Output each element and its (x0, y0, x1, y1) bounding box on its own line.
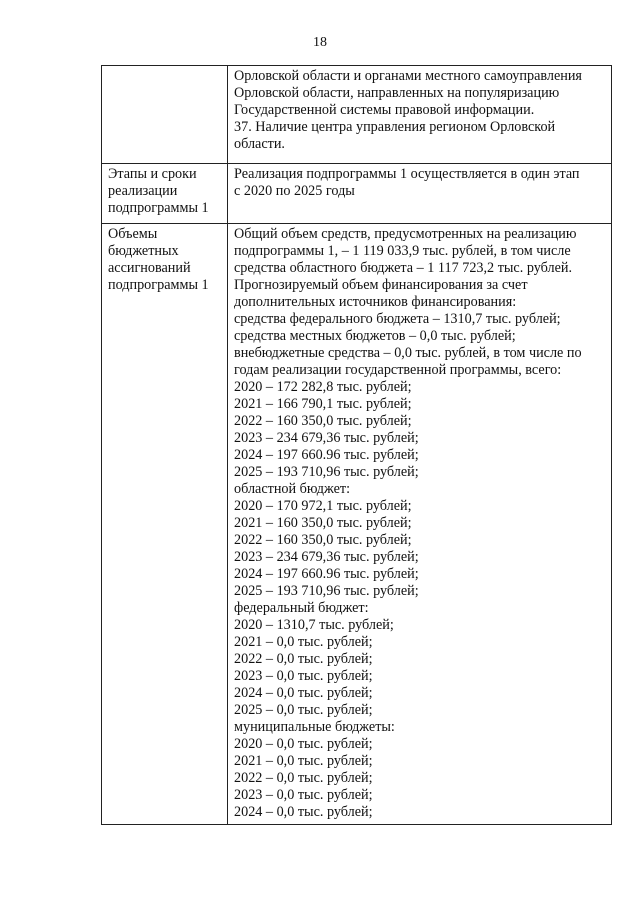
label-line: ассигнований (108, 260, 191, 276)
year-line: 2024 – 197 660.96 тыс. рублей; (234, 566, 419, 582)
text-line: 37. Наличие центра управления регионом Орловской (234, 119, 556, 135)
text-line: с 2020 по 2025 годы (234, 183, 355, 199)
label-line: бюджетных (108, 243, 179, 259)
section-heading: муниципальные бюджеты: (234, 719, 395, 735)
year-line: 2022 – 160 350,0 тыс. рублей; (234, 413, 412, 429)
row-content-stages (228, 164, 612, 224)
text-line: средства местных бюджетов – 0,0 тыс. рублей; (234, 328, 516, 344)
year-line: 2020 – 0,0 тыс. рублей; (234, 736, 373, 752)
year-line: 2024 – 197 660.96 тыс. рублей; (234, 447, 419, 463)
text-line: области. (234, 136, 285, 152)
year-line: 2021 – 0,0 тыс. рублей; (234, 753, 373, 769)
text-line: годам реализации государственной программы, всего: (234, 362, 562, 378)
text-line: Прогнозируемый объем финансирования за счет (234, 277, 528, 293)
year-line: 2023 – 234 679,36 тыс. рублей; (234, 430, 419, 446)
section-heading: федеральный бюджет: (234, 600, 369, 616)
text-line: Реализация подпрограммы 1 осуществляется в один этап (234, 166, 580, 182)
year-line: 2023 – 234 679,36 тыс. рублей; (234, 549, 419, 565)
label-line: подпрограммы 1 (108, 200, 209, 216)
year-line: 2025 – 193 710,96 тыс. рублей; (234, 464, 419, 480)
year-line: 2025 – 193 710,96 тыс. рублей; (234, 583, 419, 599)
text-line: Государственной системы правовой информации. (234, 102, 535, 118)
text-line: внебюджетные средства – 0,0 тыс. рублей, в том числе по (234, 345, 582, 361)
label-line: Этапы и сроки (108, 166, 197, 182)
table-row-stages (102, 164, 612, 224)
text-line: подпрограммы 1, – 1 119 033,9 тыс. рублей, в том числе (234, 243, 571, 259)
year-line: 2022 – 0,0 тыс. рублей; (234, 651, 373, 667)
year-line: 2024 – 0,0 тыс. рублей; (234, 685, 373, 701)
year-line: 2022 – 160 350,0 тыс. рублей; (234, 532, 412, 548)
page-number: 18 (313, 35, 327, 50)
year-line: 2024 – 0,0 тыс. рублей; (234, 804, 373, 820)
subprogram-passport-table (101, 65, 612, 825)
table-row-continuation (102, 66, 612, 164)
text-line: дополнительных источников финансирования: (234, 294, 517, 310)
year-line: 2021 – 166 790,1 тыс. рублей; (234, 396, 412, 412)
year-line: 2022 – 0,0 тыс. рублей; (234, 770, 373, 786)
year-line: 2020 – 1310,7 тыс. рублей; (234, 617, 394, 633)
row-label-stages (102, 164, 228, 224)
text-line: Орловской области, направленных на популяризацию (234, 85, 560, 101)
row-content-continuation (228, 66, 612, 164)
text-line: средства областного бюджета – 1 117 723,2 тыс. рублей. (234, 260, 573, 276)
label-line: Объемы (108, 226, 158, 242)
year-line: 2021 – 0,0 тыс. рублей; (234, 634, 373, 650)
table-row-budget (102, 224, 612, 825)
row-label-empty (102, 66, 228, 164)
year-line: 2021 – 160 350,0 тыс. рублей; (234, 515, 412, 531)
text-line: Общий объем средств, предусмотренных на реализацию (234, 226, 577, 242)
label-line: реализации (108, 183, 178, 199)
text-line: Орловской области и органами местного самоуправления (234, 68, 582, 84)
year-line: 2020 – 172 282,8 тыс. рублей; (234, 379, 412, 395)
label-line: подпрограммы 1 (108, 277, 209, 293)
year-line: 2023 – 0,0 тыс. рублей; (234, 787, 373, 803)
row-label-budget (102, 224, 228, 825)
row-content-budget (228, 224, 612, 825)
year-line: 2025 – 0,0 тыс. рублей; (234, 702, 373, 718)
text-line: средства федерального бюджета – 1310,7 тыс. рублей; (234, 311, 561, 327)
year-line: 2020 – 170 972,1 тыс. рублей; (234, 498, 412, 514)
year-line: 2023 – 0,0 тыс. рублей; (234, 668, 373, 684)
section-heading: областной бюджет: (234, 481, 351, 497)
